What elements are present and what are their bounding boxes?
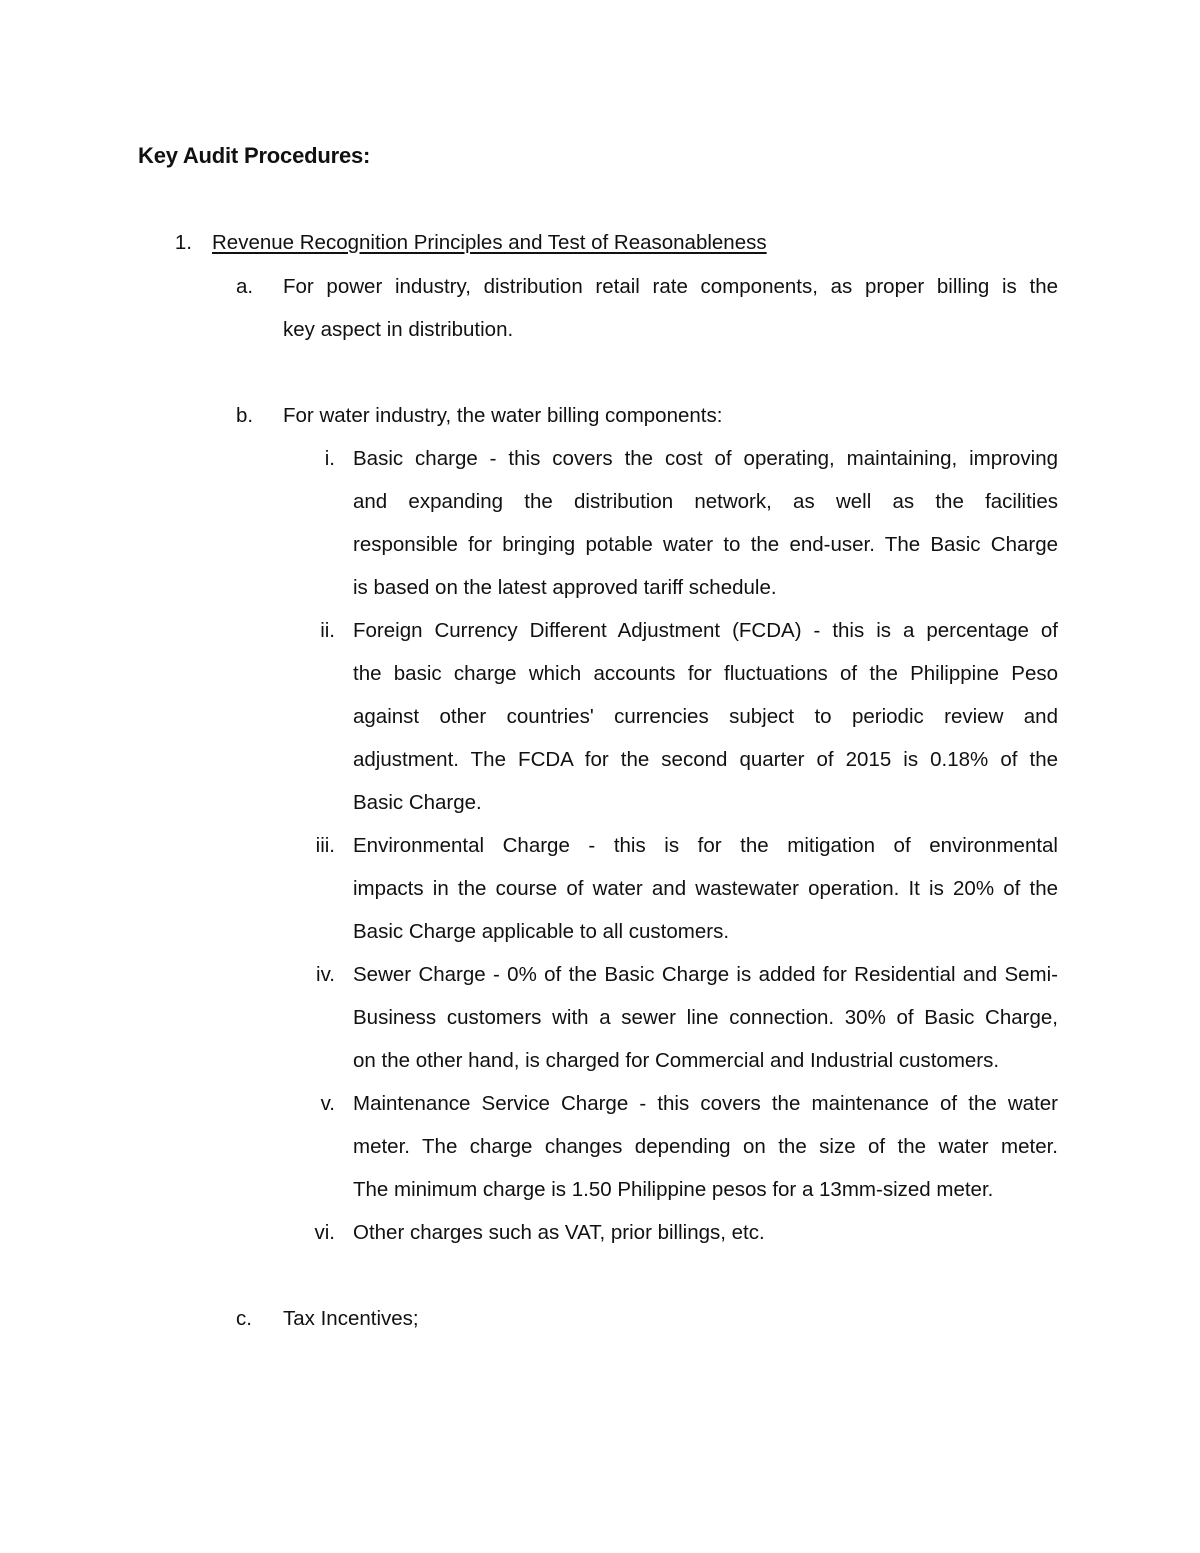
item-b-marker: b. [236,404,254,427]
sub-iv-line-1: Sewer Charge - 0% of the Basic Charge is added for Residential and Semi- [353,963,1058,986]
item-b-text: For water industry, the water billing components: [283,404,723,427]
sub-iii-line-1: Environmental Charge - this is for the mitigation of environmental [353,834,1058,857]
sub-v-line-1: Maintenance Service Charge - this covers the maintenance of the water [353,1092,1058,1115]
item-a-line-1: For power industry, distribution retail rate components, as proper billing is the [283,275,1058,298]
sub-iv-line-3: on the other hand, is charged for Commercial and Industrial customers. [353,1049,1000,1072]
sub-i-line-3: responsible for bringing potable water to the end-user. The Basic Charge [353,533,1058,556]
sub-v-line-3: The minimum charge is 1.50 Philippine pesos for a 13mm-sized meter. [353,1178,994,1201]
sub-i-line-4: is based on the latest approved tariff schedule. [353,576,777,599]
item-c-marker: c. [236,1307,252,1330]
sub-iv-line-2: Business customers with a sewer line connection. 30% of Basic Charge, [353,1006,1058,1029]
sub-iii-line-2: impacts in the course of water and wastewater operation. It is 20% of the [353,877,1058,900]
sub-i-line-2: and expanding the distribution network, as well as the facilities [353,490,1058,513]
sub-ii-line-1: Foreign Currency Different Adjustment (FCDA) - this is a percentage of [353,619,1058,642]
page-heading: Key Audit Procedures: [138,143,371,168]
sub-iv-marker: iv. [316,963,335,986]
sub-iii-line-3: Basic Charge applicable to all customers. [353,920,730,943]
sub-iii-marker: iii. [315,834,335,857]
sub-vi-marker: vi. [314,1221,335,1244]
item-a-marker: a. [236,275,254,298]
sub-ii-marker: ii. [320,619,335,642]
sub-i-marker: i. [324,447,335,470]
item-a-line-2: key aspect in distribution. [283,318,514,341]
sub-ii-line-5: Basic Charge. [353,791,482,814]
sub-i-line-1: Basic charge - this covers the cost of operating, maintaining, improving [353,447,1058,470]
sub-ii-line-4: adjustment. The FCDA for the second quarter of 2015 is 0.18% of the [353,748,1058,771]
section-number: 1. [174,231,192,254]
sub-vi-line-1: Other charges such as VAT, prior billings, etc. [353,1221,765,1244]
item-c-text: Tax Incentives; [283,1307,419,1330]
sub-v-marker: v. [320,1092,335,1115]
section-title: Revenue Recognition Principles and Test of Reasonableness [212,231,767,254]
sub-ii-line-3: against other countries' currencies subject to periodic review and [353,705,1058,728]
sub-v-line-2: meter. The charge changes depending on the size of the water meter. [353,1135,1058,1158]
sub-ii-line-2: the basic charge which accounts for fluctuations of the Philippine Peso [353,662,1058,685]
